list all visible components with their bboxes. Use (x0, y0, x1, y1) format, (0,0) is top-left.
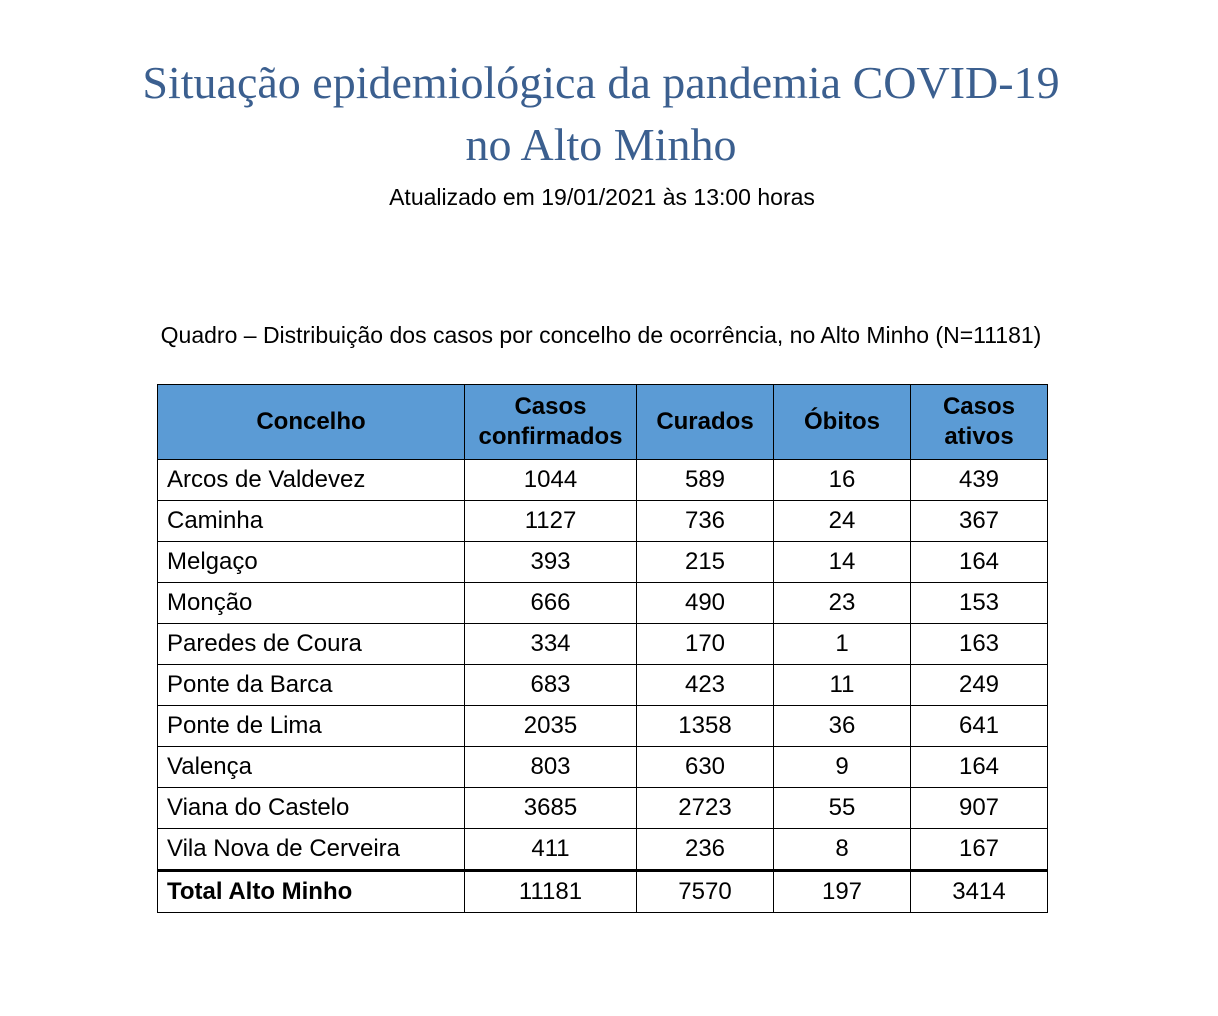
table-row (158, 829, 1048, 871)
cell-curados: 630 (637, 747, 774, 788)
header-casos-ativos: Casos ativos (911, 385, 1048, 460)
cell-concelho: Melgaço (158, 542, 465, 583)
cell-concelho: Ponte de Lima (158, 706, 465, 747)
table-header-row (158, 385, 1048, 460)
cell-casos-ativos: 153 (911, 583, 1048, 624)
cell-casos-ativos: 163 (911, 624, 1048, 665)
cell-casos-confirmados: 803 (465, 747, 637, 788)
cell-total-casos-confirmados: 11181 (465, 871, 637, 913)
cell-curados: 236 (637, 829, 774, 871)
cell-obitos: 55 (774, 788, 911, 829)
cell-casos-confirmados: 393 (465, 542, 637, 583)
cell-obitos: 11 (774, 665, 911, 706)
cell-obitos: 8 (774, 829, 911, 871)
cell-concelho: Vila Nova de Cerveira (158, 829, 465, 871)
table-row (158, 747, 1048, 788)
cell-concelho: Caminha (158, 501, 465, 542)
cell-concelho: Arcos de Valdevez (158, 460, 465, 501)
cases-table (157, 384, 1048, 913)
cell-concelho: Paredes de Coura (158, 624, 465, 665)
cell-casos-ativos: 167 (911, 829, 1048, 871)
header-casos-confirmados: Casos confirmados (465, 385, 637, 460)
cell-curados: 736 (637, 501, 774, 542)
cell-obitos: 23 (774, 583, 911, 624)
cell-concelho: Viana do Castelo (158, 788, 465, 829)
cell-obitos: 16 (774, 460, 911, 501)
cell-obitos: 24 (774, 501, 911, 542)
table-row (158, 460, 1048, 501)
cell-casos-confirmados: 1127 (465, 501, 637, 542)
table-row (158, 583, 1048, 624)
cell-curados: 589 (637, 460, 774, 501)
cell-curados: 170 (637, 624, 774, 665)
table-row (158, 788, 1048, 829)
cell-obitos: 9 (774, 747, 911, 788)
table-caption: Quadro – Distribuição dos casos por concelho de ocorrência, no Alto Minho (N=11181) (160, 322, 1042, 348)
table-total-row (158, 871, 1048, 913)
table-row (158, 706, 1048, 747)
cell-curados: 490 (637, 583, 774, 624)
cell-total-curados: 7570 (637, 871, 774, 913)
cell-total-casos-ativos: 3414 (911, 871, 1048, 913)
cell-curados: 423 (637, 665, 774, 706)
table-row (158, 624, 1048, 665)
header-curados: Curados (637, 385, 774, 460)
cell-casos-ativos: 439 (911, 460, 1048, 501)
cell-casos-ativos: 367 (911, 501, 1048, 542)
page-title (0, 52, 1202, 176)
cell-concelho: Valença (158, 747, 465, 788)
header-obitos: Óbitos (774, 385, 911, 460)
cell-casos-confirmados: 411 (465, 829, 637, 871)
cell-obitos: 14 (774, 542, 911, 583)
update-timestamp: Atualizado em 19/01/2021 às 13:00 horas (389, 184, 815, 210)
cell-casos-confirmados: 334 (465, 624, 637, 665)
cell-curados: 215 (637, 542, 774, 583)
cell-casos-confirmados: 1044 (465, 460, 637, 501)
cell-curados: 2723 (637, 788, 774, 829)
cell-concelho: Ponte da Barca (158, 665, 465, 706)
cell-casos-ativos: 249 (911, 665, 1048, 706)
cell-casos-ativos: 164 (911, 747, 1048, 788)
cell-casos-ativos: 907 (911, 788, 1048, 829)
table-row (158, 501, 1048, 542)
table-row (158, 665, 1048, 706)
cell-concelho: Monção (158, 583, 465, 624)
cell-casos-confirmados: 2035 (465, 706, 637, 747)
cell-obitos: 1 (774, 624, 911, 665)
cell-curados: 1358 (637, 706, 774, 747)
cell-obitos: 36 (774, 706, 911, 747)
cell-total-label: Total Alto Minho (158, 871, 465, 913)
page-title-line-2: no Alto Minho (465, 119, 737, 170)
cell-casos-confirmados: 683 (465, 665, 637, 706)
cell-casos-ativos: 164 (911, 542, 1048, 583)
header-concelho: Concelho (158, 385, 465, 460)
page-title-line-1: Situação epidemiológica da pandemia COVID-19 (142, 57, 1060, 108)
table-row (158, 542, 1048, 583)
cell-total-obitos: 197 (774, 871, 911, 913)
cell-casos-confirmados: 666 (465, 583, 637, 624)
cell-casos-ativos: 641 (911, 706, 1048, 747)
cell-casos-confirmados: 3685 (465, 788, 637, 829)
